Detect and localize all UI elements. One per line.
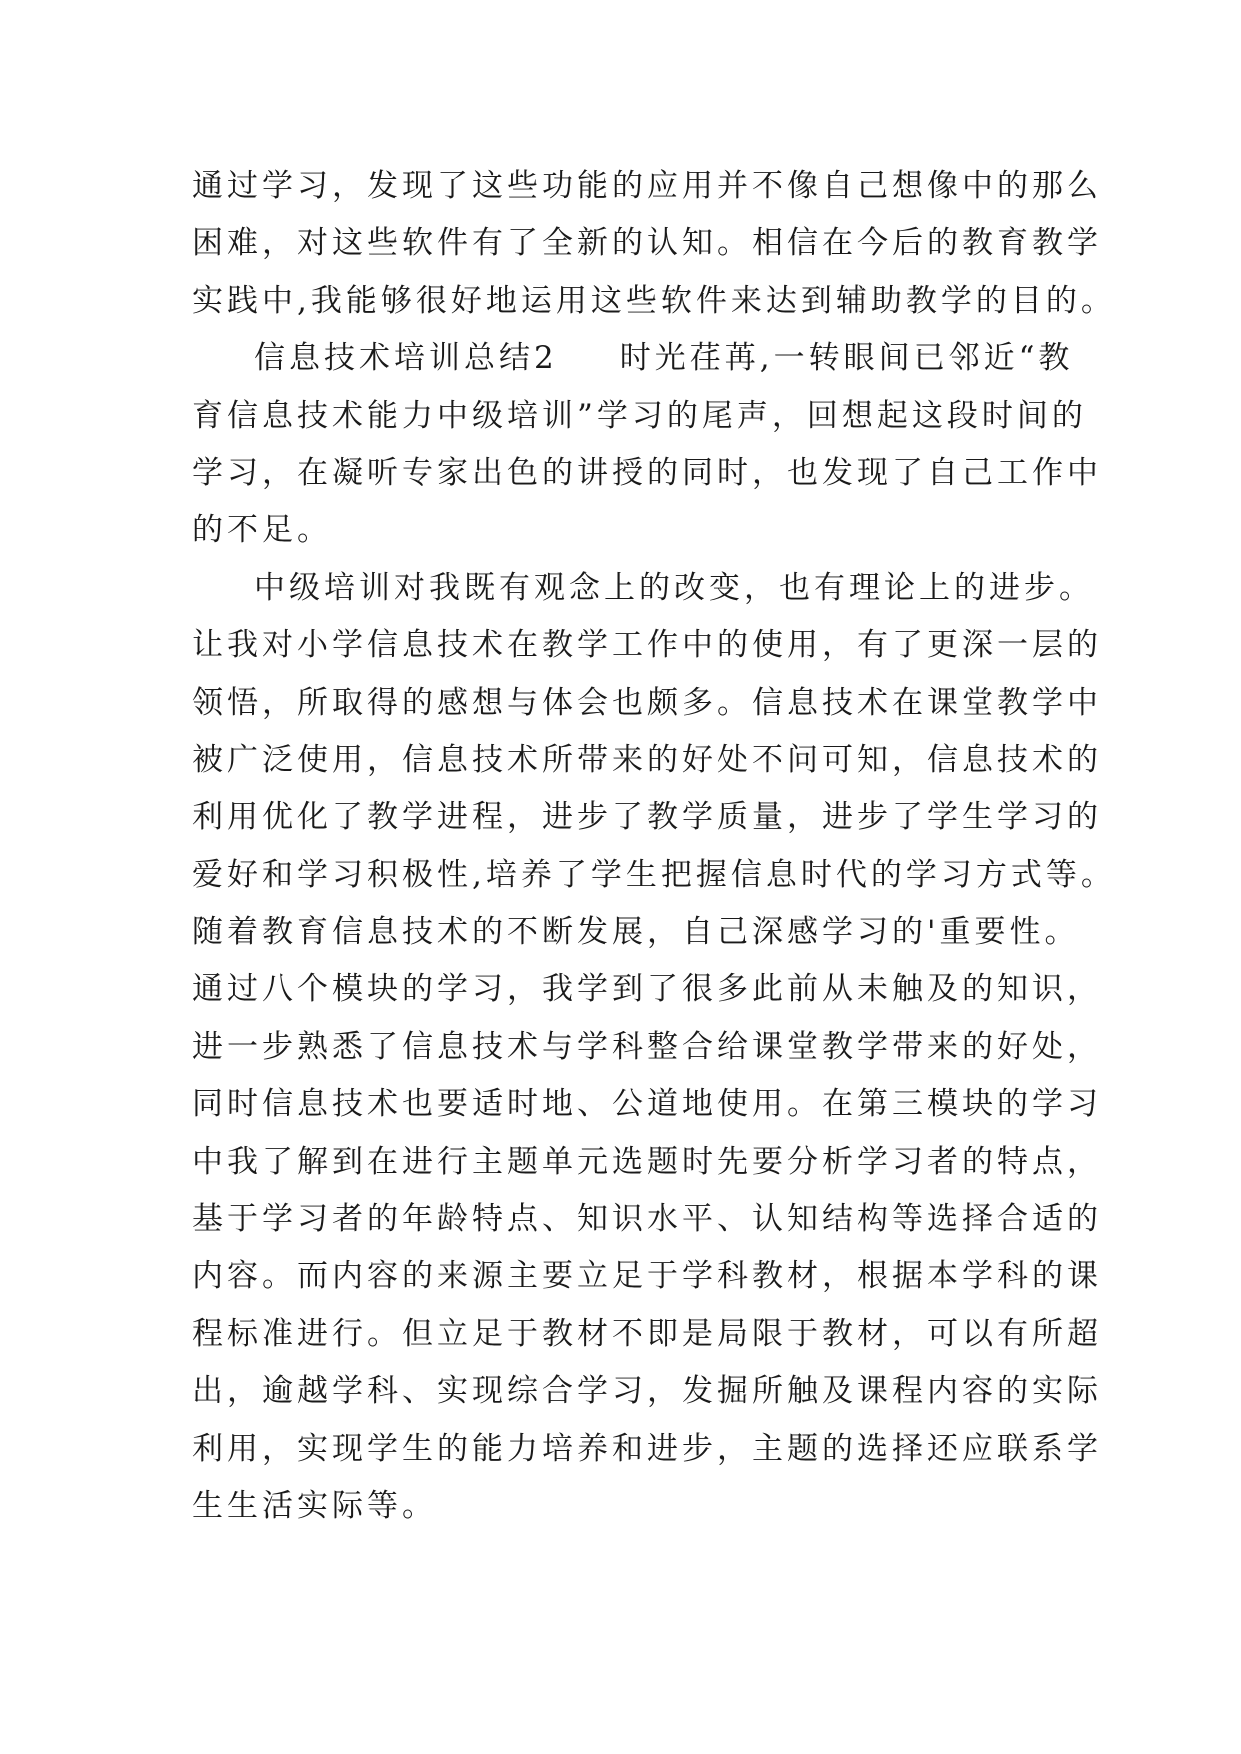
section-heading: 信息技术培训总结2: [254, 340, 558, 377]
document-body: [192, 158, 1116, 1535]
text-line: 困难，对这些软件有了全新的认知。相信在今后的教育教学: [192, 225, 1102, 262]
text-fragment: 时光荏苒,一转眼间已邻近“教: [619, 340, 1074, 377]
text-line: 学习，在凝听专家出色的讲授的同时，也发现了自己工作中: [192, 454, 1102, 491]
section-heading-line: [192, 330, 1072, 387]
text-line: 利用优化了教学进程，进步了教学质量，进步了学生学习的: [192, 799, 1102, 836]
text-line: 领悟，所取得的感想与体会也颇多。信息技术在课堂教学中: [192, 684, 1102, 721]
text-line: 通过学习，发现了这些功能的应用并不像自己想像中的那么: [192, 168, 1102, 204]
text-line: 程标准进行。但立足于教材不即是局限于教材，可以有所超: [192, 1315, 1102, 1352]
text-line: 爱好和学习积极性,培养了学生把握信息时代的学习方式等。: [192, 856, 1116, 893]
text-line: 同时信息技术也要适时地、公道地使用。在第三模块的学习: [192, 1086, 1102, 1123]
text-line: 随着教育信息技术的不断发展，自己深感学习的'重要性。: [192, 914, 1080, 951]
text-line: 让我对小学信息技术在教学工作中的使用，有了更深一层的: [192, 627, 1102, 664]
text-line: 实践中,我能够很好地运用这些软件来达到辅助教学的目的。: [192, 282, 1116, 319]
text-line: 育信息技术能力中级培训”学习的尾声，回想起这段时间的: [192, 397, 1087, 434]
text-line: 进一步熟悉了信息技术与学科整合给课堂教学带来的好处，: [192, 1028, 1102, 1065]
text-line: 被广泛使用，信息技术所带来的好处不问可知，信息技术的: [192, 741, 1102, 778]
text-line: 出，逾越学科、实现综合学习，发掘所触及课程内容的实际: [192, 1373, 1102, 1410]
text-line: 基于学习者的年龄特点、知识水平、认知结构等选择合适的: [192, 1201, 1102, 1238]
text-line: 生生活实际等。: [192, 1487, 437, 1524]
text-line: 的不足。: [192, 512, 332, 549]
text-line: 内容。而内容的来源主要立足于学科教材，根据本学科的课: [192, 1258, 1102, 1295]
text-line: 中我了解到在进行主题单元选题时先要分析学习者的特点，: [192, 1143, 1102, 1180]
text-line: 利用，实现学生的能力培养和进步，主题的选择还应联系学: [192, 1430, 1102, 1467]
text-line: 通过八个模块的学习，我学到了很多此前从未触及的知识，: [192, 971, 1102, 1008]
paragraph-first-line: 中级培训对我既有观念上的改变，也有理论上的进步。: [254, 569, 1094, 606]
